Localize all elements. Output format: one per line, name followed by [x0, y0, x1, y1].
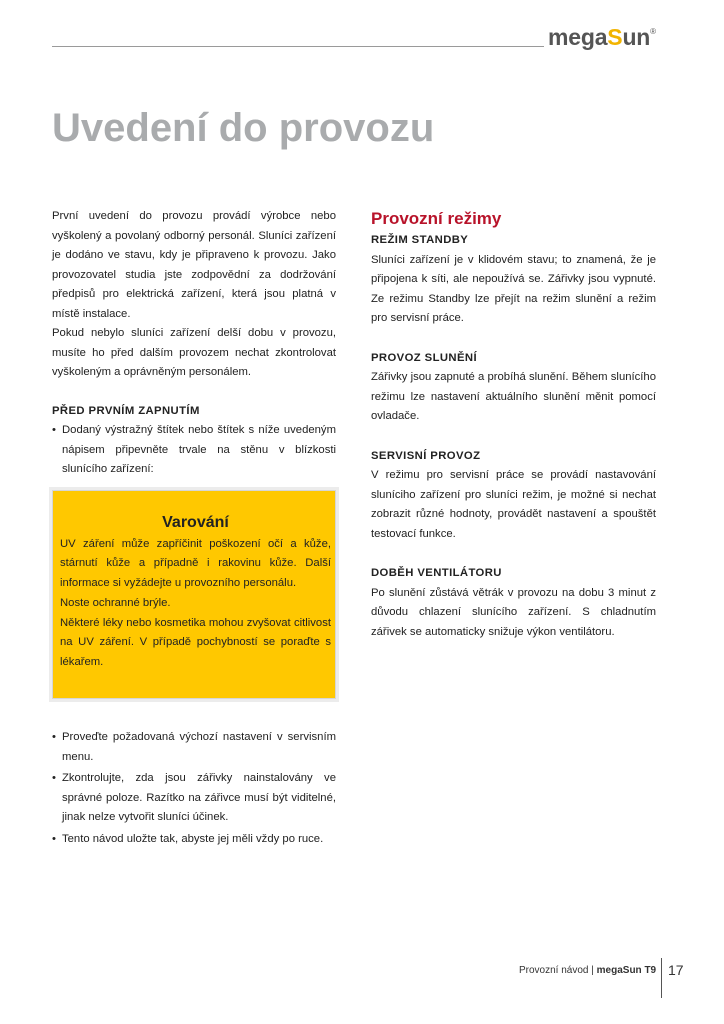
standby-heading: REŽIM STANDBY [371, 234, 469, 246]
intro-paragraph-2: Pokud nebylo sluníci zařízení delší dobu v provozu, musíte ho před dalším provozem nechat zkontrolovat vyškoleným a oprávněným personálem. [52, 327, 336, 378]
operating-modes-title: Provozní režimy [371, 209, 502, 228]
right-column [371, 207, 656, 642]
fan-runout-text: Po slunění zůstává větrák v provozu na dobu 3 minut z důvodu chlazení slunícího zařízení. S chladnutím zářivek se automaticky snižuje výkon ventilátoru. [371, 586, 656, 638]
service-text: V režimu pro servisní práce se provádí nastavování sluníciho zařízení pro sluníci režim, je možné si nechat zobrazit různé hodnoty, provádět nastavení a spouštět testovací funkce. [371, 469, 656, 540]
page-title: Uvedení do provozu [52, 106, 435, 150]
warning-box [52, 490, 336, 700]
header-rule [52, 46, 544, 47]
tanning-text: Zářivky jsou zapnuté a probíhá slunění. Během slunícího režimu lze nastavení aktuálního slunění měnit pomocí ovladače. [371, 371, 656, 422]
spacer [371, 544, 656, 564]
tanning-heading: PROVOZ SLUNĚNÍ [371, 351, 478, 364]
brand-logo [548, 24, 656, 51]
spacer [52, 699, 336, 728]
logo-registered-mark: ® [650, 27, 656, 36]
footer-label: Provozní návod [519, 965, 589, 976]
service-heading: SERVISNÍ PROVOZ [371, 449, 481, 462]
fan-runout-heading: DOBĚH VENTILÁTORU [371, 567, 502, 579]
warning-title: Varování [162, 513, 229, 531]
list-item: • Zkontrolujte, zda jsou zářivky nainstalovány ve správné poloze. Razítko na zářivce musí být viditelné, jinak nelze vytvořit sluníci účinek. [52, 769, 336, 828]
list-item: • Dodaný výstražný štítek nebo štítek s níže uvedeným nápisem připevněte trvale na stěnu v blízkosti slunícího zařízení: [52, 421, 336, 480]
footer-product: megaSun T9 [596, 965, 657, 976]
before-start-list [52, 421, 336, 480]
warning-text-2: Noste ochranné brýle. [60, 596, 171, 609]
page-number: 17 [668, 962, 684, 978]
spacer [52, 383, 336, 402]
spacer [371, 427, 656, 447]
left-column [52, 207, 336, 849]
after-warning-list [52, 728, 336, 849]
standby-text: Sluníci zařízení je v klidovém stavu; to znamená, že je připojena k síti, ale nepoužívá se. Zářivky jsou vypnuté. Ze režimu Standby lze přejít na režim slunění a režim pro servisní práce. [371, 253, 656, 324]
footer-divider [661, 958, 662, 998]
footer-caption [519, 965, 656, 976]
warning-text-1: UV záření může zapříčinit poškození očí a kůže, stárnutí kůže a případně i rakovinu kůže. Další informace si vyžádejte u provozního personálu. [60, 537, 331, 590]
logo-text-s: S [607, 24, 623, 50]
footer-separator: | [588, 965, 597, 976]
before-first-start-heading: PŘED PRVNÍM ZAPNUTÍM [52, 404, 200, 417]
warning-text-3: Některé léky nebo kosmetika mohou zvyšovat citlivost na UV záření. V případě pochybností se poraďte s lékařem. [60, 616, 331, 669]
logo-text-un: un [622, 24, 651, 50]
list-item: • Tento návod uložte tak, abyste jej měli vždy po ruce. [52, 830, 336, 850]
spacer [371, 329, 656, 349]
intro-paragraph-1: První uvedení do provozu provádí výrobce nebo vyškolený a povolaný odborný personál. Sluníci zařízení je dodáno ve stavu, kdy je připraveno k provozu. Jako provozovatel studia jste zodpovědní za dodržování předpisů pro elektrická zařízení, která jsou platná v místě instalace. [52, 210, 336, 320]
logo-text-mega: mega [548, 24, 608, 50]
list-item: • Proveďte požadovaná výchozí nastavení v servisním menu. [52, 728, 336, 767]
